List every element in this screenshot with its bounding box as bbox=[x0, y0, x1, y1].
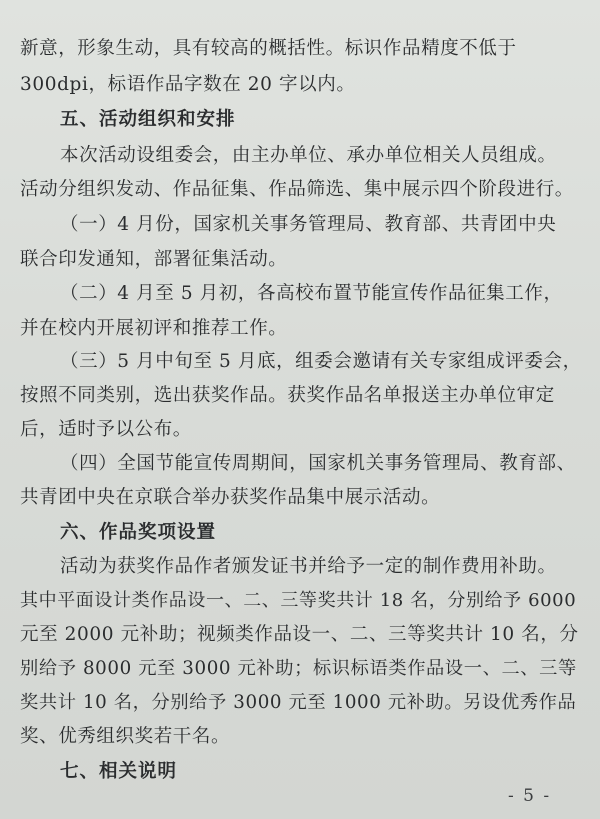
section-heading: 五、活动组织和安排 bbox=[60, 109, 236, 130]
body-line: 按照不同类别，选出获奖作品。获奖作品名单报送主办单位审定 bbox=[20, 385, 555, 406]
body-line: 共青团中央在京联合举办获奖作品集中展示活动。 bbox=[20, 487, 441, 508]
body-line: 新意，形象生动，具有较高的概括性。标识作品精度不低于 bbox=[20, 38, 517, 59]
body-line: 后，适时予以公布。 bbox=[20, 419, 192, 440]
body-line: （二）4 月至 5 月初，各高校布置节能宣传作品征集工作， bbox=[60, 283, 563, 304]
body-line: 奖、优秀组织奖若干名。 bbox=[20, 726, 231, 747]
body-line: （一）4 月份，国家机关事务管理局、教育部、共青团中央 bbox=[60, 214, 557, 235]
body-line: （三）5 月中旬至 5 月底，组委会邀请有关专家组成评委会， bbox=[60, 351, 582, 372]
body-line: 并在校内开展初评和推荐工作。 bbox=[20, 318, 288, 339]
body-line: 联合印发通知，部署征集活动。 bbox=[20, 249, 288, 270]
body-line: 其中平面设计类作品设一、二、三等奖共计 18 名，分别给予 6000 bbox=[20, 590, 577, 611]
page-number: - 5 - bbox=[508, 786, 552, 806]
body-line: 活动为获奖作品作者颁发证书并给予一定的制作费用补助。 bbox=[60, 556, 557, 577]
section-heading: 六、作品奖项设置 bbox=[60, 522, 217, 543]
body-line: （四）全国节能宣传周期间，国家机关事务管理局、教育部、 bbox=[60, 453, 576, 474]
body-line: 别给予 8000 元至 3000 元补助；标识标语类作品设一、二、三等 bbox=[20, 658, 577, 679]
body-line: 奖共计 10 名，分别给予 3000 元至 1000 元补助。另设优秀作品 bbox=[20, 692, 577, 713]
body-line: 元至 2000 元补助；视频类作品设一、二、三等奖共计 10 名，分 bbox=[20, 624, 579, 645]
body-line: 300dpi，标语作品字数在 20 字以内。 bbox=[20, 74, 356, 95]
body-line: 活动分组织发动、作品征集、作品筛选、集中展示四个阶段进行。 bbox=[20, 179, 574, 200]
section-heading: 七、相关说明 bbox=[60, 761, 178, 782]
body-line: 本次活动设组委会，由主办单位、承办单位相关人员组成。 bbox=[60, 145, 557, 166]
